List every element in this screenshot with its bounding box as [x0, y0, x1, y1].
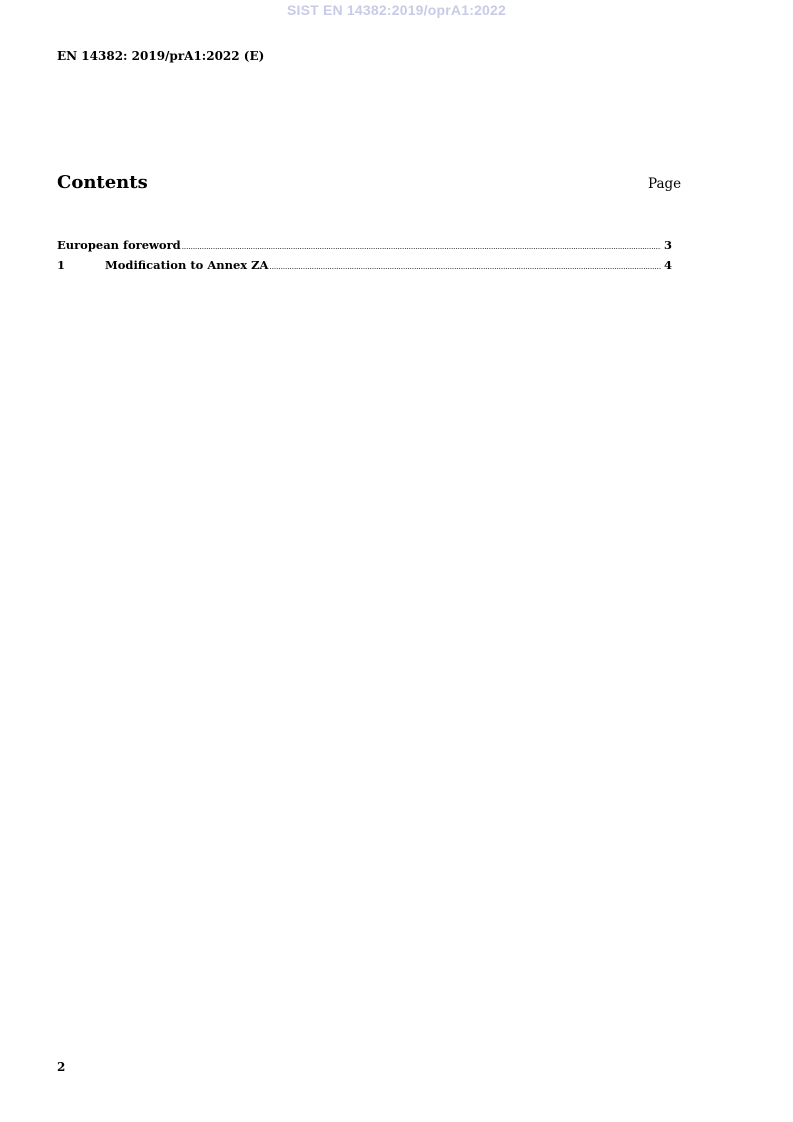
page-column-label: Page — [648, 176, 682, 192]
toc-entry-page: 3 — [663, 238, 672, 252]
toc-entry-page: 4 — [663, 258, 672, 272]
toc-entry-title: European foreword — [57, 238, 181, 252]
toc-entry-modification-annex-za[interactable] — [57, 258, 672, 278]
document-reference: EN 14382: 2019/prA1:2022 (E) — [57, 49, 265, 63]
contents-heading: Contents — [57, 172, 148, 193]
watermark: SIST EN 14382:2019/oprA1:2022 — [286, 2, 507, 18]
toc-entry-european-foreword[interactable] — [57, 238, 672, 258]
table-of-contents — [57, 238, 672, 278]
toc-entry-number: 1 — [57, 258, 66, 272]
toc-leader-dots — [182, 243, 661, 251]
page-number: 2 — [57, 1060, 66, 1074]
toc-entry-title: Modification to Annex ZA — [105, 258, 269, 272]
toc-leader-dots — [269, 263, 661, 271]
